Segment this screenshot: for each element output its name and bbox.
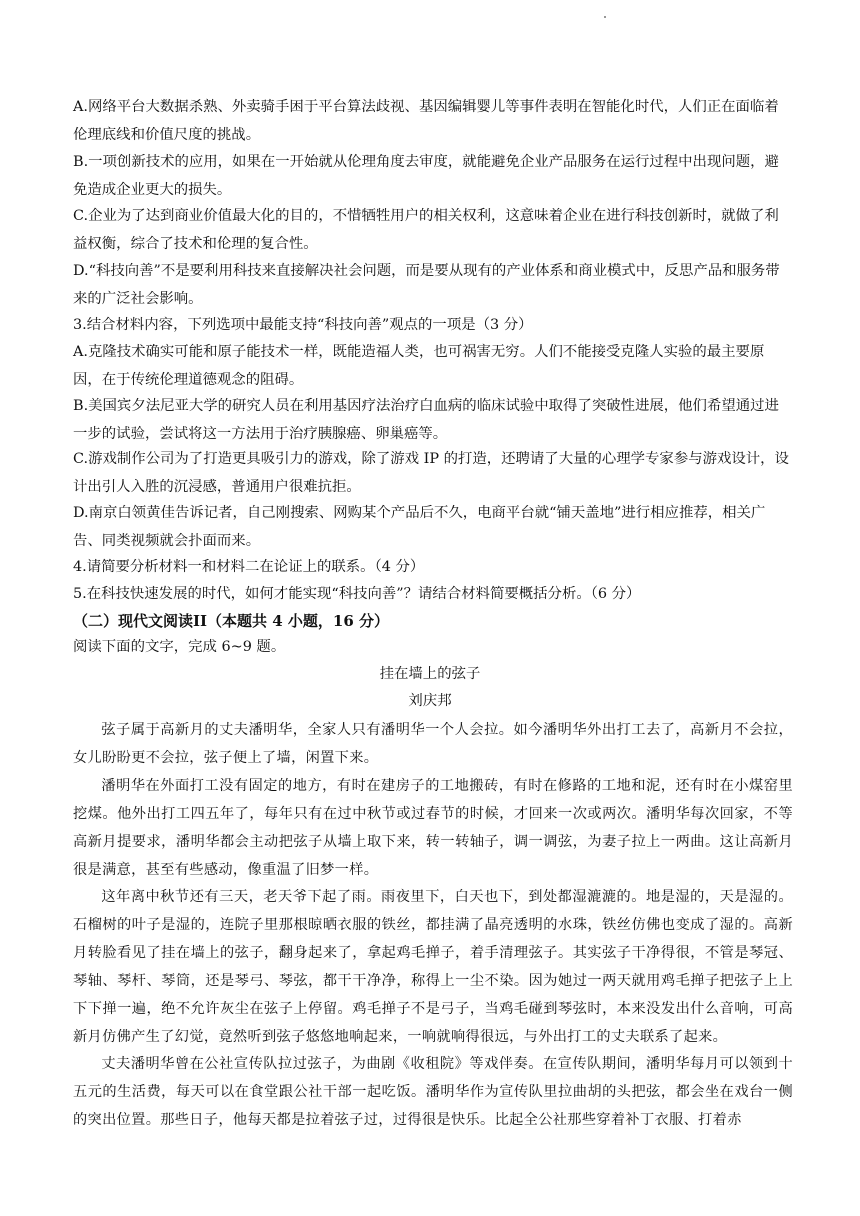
- story-author: 刘庆邦: [408, 693, 452, 709]
- option-c-previous: C.企业为了达到商业价值最大化的目的，不惜牺牲用户的相关权利，这意味着企业在进行科技创新时，就做了利益权衡，综合了技术和伦理的复合性。: [73, 208, 779, 252]
- option-b-previous: B.一项创新技术的应用，如果在一开始就从伦理角度去审度，就能避免企业产品服务在运行过程中出现问题，避免造成企业更大的损失。: [73, 154, 779, 198]
- section-heading: （二）现代文阅读II（本题共 4 小题，16 分）: [73, 612, 390, 630]
- reading-instruction: 阅读下面的文字，完成 6~9 题。: [73, 639, 286, 655]
- story-title: 挂在墙上的弦子: [379, 666, 481, 682]
- story-paragraph: 弦子属于高新月的丈夫潘明华，全家人只有潘明华一个人会拉。如今潘明华外出打工去了，高新月不会拉，女儿盼盼更不会拉，弦子便上了墙，闲置下来。: [73, 722, 793, 766]
- question-3: 3.结合材料内容，下列选项中最能支持“科技向善”观点的一项是（3 分）: [73, 317, 533, 333]
- option-d-previous: D.“科技向善”不是要利用科技来直接解决社会问题，而是要从现有的产业体系和商业模式中，反思产品和服务带来的广泛社会影响。: [73, 263, 780, 307]
- question-5: 5.在科技快速发展的时代，如何才能实现“科技向善”？请结合材料简要概括分析。（6 分）: [73, 586, 641, 602]
- option-a-previous: A.网络平台大数据杀熟、外卖骑手困于平台算法歧视、基因编辑婴儿等事件表明在智能化时代，人们正在面临着伦理底线和价值尺度的挑战。: [73, 99, 779, 143]
- story-paragraph: 这年离中秋节还有三天，老天爷下起了雨。雨夜里下，白天也下，到处都湿漉漉的。地是湿的，天是湿的。石榴树的叶子是湿的，连院子里那根晾晒衣服的铁丝，都挂满了晶亮透明的水珠，铁丝仿佛也变成了湿的。高新月转脸看见了挂在墙上的弦子，翻身起来了，拿起鸡毛掸子，着手清理弦子。其实弦子干净得很，不管是琴冠、琴轴、琴杆、琴筒，还是琴弓、琴弦，都干干净净，称得上一尘不染。因为她过一两天就用鸡毛掸子把弦子上上下下掸一遍，绝不允许灰尘在弦子上停留。鸡毛掸子不是弓子，当鸡毛碰到琴弦时，本来没发出什么音响，可高新月仿佛产生了幻觉，竟然听到弦子悠悠地响起来，一响就响得很远，与外出打工的丈夫联系了起来。: [73, 889, 793, 1045]
- story-paragraph: 潘明华在外面打工没有固定的地方，有时在建房子的工地搬砖，有时在修路的工地和泥，还有时在小煤窑里挖煤。他外出打工四五年了，每年只有在过中秋节或过春节的时候，才回来一次或两次。潘明华每次回家，不等高新月提要求，潘明华都会主动把弦子从墙上取下来，转一转轴子，调一调弦，为妻子拉上一两曲。这让高新月很是满意，甚至有些感动，像重温了旧梦一样。: [73, 778, 793, 878]
- question-3-option-c: C.游戏制作公司为了打造更具吸引力的游戏，除了游戏 IP 的打造，还聘请了大量的心理学专家参与游戏设计，设计出引人入胜的沉浸感，普通用户很难抗拒。: [73, 451, 789, 495]
- question-3-option-a: A.克隆技术确实可能和原子能技术一样，既能造福人类，也可祸害无穷。人们不能接受克隆人实验的最主要原因，在于传统伦理道德观念的阻碍。: [73, 344, 765, 388]
- question-3-option-d: D.南京白领黄佳告诉记者，自己刚搜索、网购某个产品后不久，电商平台就“铺天盖地”进行相应推荐，相关广告、同类视频就会扑面而来。: [73, 505, 766, 549]
- question-4: 4.请简要分析材料一和材料二在论证上的联系。（4 分）: [73, 559, 425, 575]
- question-3-option-b: B.美国宾夕法尼亚大学的研究人员在利用基因疗法治疗白血病的临床试验中取得了突破性进展，他们希望通过进一步的试验，尝试将这一方法用于治疗胰腺癌、卵巢癌等。: [73, 398, 779, 442]
- scan-dot: [604, 16, 606, 18]
- story-paragraph: 丈夫潘明华曾在公社宣传队拉过弦子，为曲剧《收租院》等戏伴奏。在宣传队期间，潘明华每月可以领到十五元的生活费，每天可以在食堂跟公社干部一起吃饭。潘明华作为宣传队里拉曲胡的头把弦，都会坐在戏台一侧的突出位置。那些日子，他每天都是拉着弦子过，过得很是快乐。比起全公社那些穿着补丁衣服、打着赤: [73, 1056, 793, 1128]
